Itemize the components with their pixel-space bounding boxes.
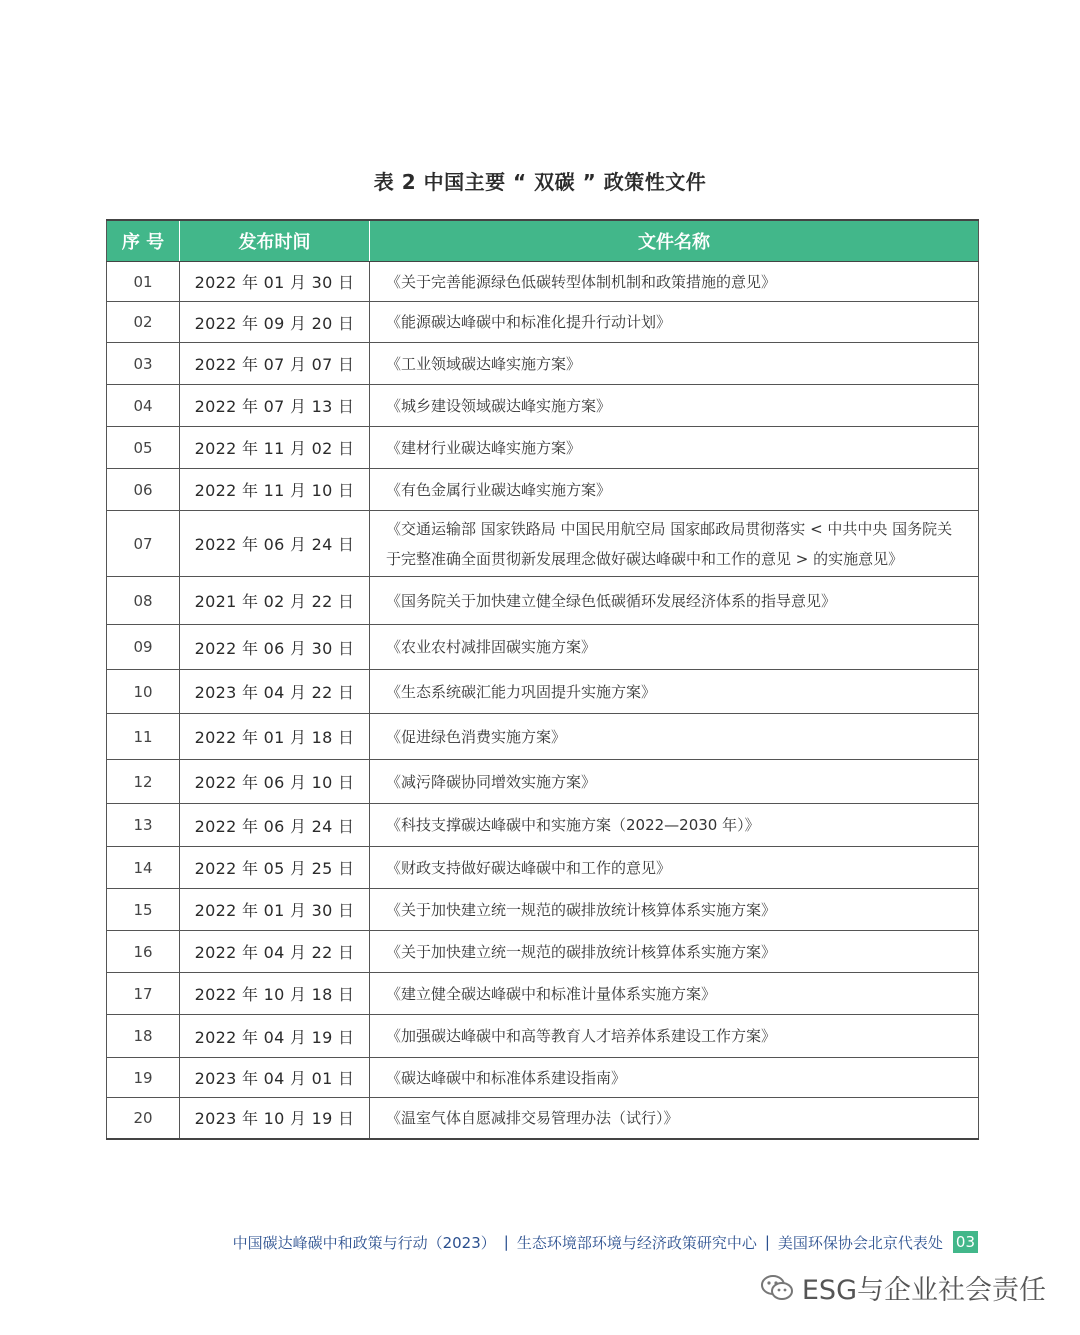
cell-no: 07 xyxy=(107,511,180,577)
table-row xyxy=(107,973,979,1015)
cell-title: 《城乡建设领域碳达峰实施方案》 xyxy=(370,385,979,427)
cell-no: 05 xyxy=(107,427,180,469)
cell-date: 2022 年 01 月 30 日 xyxy=(180,889,370,931)
cell-no: 12 xyxy=(107,760,180,804)
table-row xyxy=(107,931,979,973)
table-header-row xyxy=(107,220,979,262)
table-row xyxy=(107,714,979,760)
footer-publication: 中国碳达峰碳中和政策与行动（2023） xyxy=(232,1233,496,1252)
footer-org1: 生态环境部环境与经济政策研究中心 xyxy=(516,1233,757,1252)
page-footer xyxy=(233,1231,978,1253)
wechat-icon xyxy=(760,1273,794,1303)
table-row xyxy=(107,262,979,302)
cell-date: 2022 年 11 月 10 日 xyxy=(180,469,370,511)
cell-title: 《农业农村减排固碳实施方案》 xyxy=(370,625,979,670)
cell-title: 《减污降碳协同增效实施方案》 xyxy=(370,760,979,804)
table-row xyxy=(107,889,979,931)
cell-date: 2022 年 04 月 19 日 xyxy=(180,1015,370,1058)
cell-no: 03 xyxy=(107,343,180,385)
table-row xyxy=(107,1058,979,1098)
cell-title: 《促进绿色消费实施方案》 xyxy=(370,714,979,760)
footer-separator: | xyxy=(503,1233,509,1251)
table-row xyxy=(107,804,979,847)
cell-no: 15 xyxy=(107,889,180,931)
cell-date: 2023 年 04 月 01 日 xyxy=(180,1058,370,1098)
table-row xyxy=(107,385,979,427)
cell-date: 2022 年 10 月 18 日 xyxy=(180,973,370,1015)
cell-no: 18 xyxy=(107,1015,180,1058)
table-row xyxy=(107,625,979,670)
table-row xyxy=(107,847,979,889)
cell-date: 2022 年 06 月 24 日 xyxy=(180,511,370,577)
cell-date: 2022 年 01 月 30 日 xyxy=(180,262,370,302)
table-row xyxy=(107,1098,979,1139)
cell-title: 《温室气体自愿减排交易管理办法（试行）》 xyxy=(370,1098,979,1139)
cell-no: 20 xyxy=(107,1098,180,1139)
cell-title: 《工业领域碳达峰实施方案》 xyxy=(370,343,979,385)
header-date: 发布时间 xyxy=(180,220,370,262)
cell-title: 《财政支持做好碳达峰碳中和工作的意见》 xyxy=(370,847,979,889)
cell-no: 09 xyxy=(107,625,180,670)
cell-date: 2022 年 06 月 10 日 xyxy=(180,760,370,804)
watermark xyxy=(760,1268,1046,1307)
header-no: 序 号 xyxy=(107,220,180,262)
cell-no: 17 xyxy=(107,973,180,1015)
cell-date: 2022 年 04 月 22 日 xyxy=(180,931,370,973)
table-row xyxy=(107,427,979,469)
table-row xyxy=(107,1015,979,1058)
table-row xyxy=(107,511,979,577)
cell-no: 01 xyxy=(107,262,180,302)
cell-date: 2022 年 07 月 13 日 xyxy=(180,385,370,427)
cell-title: 《能源碳达峰碳中和标准化提升行动计划》 xyxy=(370,302,979,343)
watermark-text: ESG与企业社会责任 xyxy=(801,1275,1046,1306)
table-row xyxy=(107,577,979,625)
cell-date: 2022 年 09 月 20 日 xyxy=(180,302,370,343)
cell-no: 14 xyxy=(107,847,180,889)
cell-no: 10 xyxy=(107,670,180,714)
cell-title: 《建材行业碳达峰实施方案》 xyxy=(370,427,979,469)
cell-no: 08 xyxy=(107,577,180,625)
cell-date: 2022 年 11 月 02 日 xyxy=(180,427,370,469)
table-caption: 表 2 中国主要 “ 双碳 ” 政策性文件 xyxy=(373,170,707,194)
cell-no: 13 xyxy=(107,804,180,847)
footer-org2: 美国环保协会北京代表处 xyxy=(777,1233,943,1252)
cell-date: 2023 年 04 月 22 日 xyxy=(180,670,370,714)
cell-no: 02 xyxy=(107,302,180,343)
cell-title: 《加强碳达峰碳中和高等教育人才培养体系建设工作方案》 xyxy=(370,1015,979,1058)
table-row xyxy=(107,469,979,511)
table-row xyxy=(107,670,979,714)
cell-date: 2021 年 02 月 22 日 xyxy=(180,577,370,625)
cell-date: 2022 年 05 月 25 日 xyxy=(180,847,370,889)
table-row xyxy=(107,760,979,804)
cell-date: 2022 年 06 月 30 日 xyxy=(180,625,370,670)
cell-title: 《有色金属行业碳达峰实施方案》 xyxy=(370,469,979,511)
cell-title: 《生态系统碳汇能力巩固提升实施方案》 xyxy=(370,670,979,714)
footer-separator: | xyxy=(764,1233,770,1251)
cell-no: 04 xyxy=(107,385,180,427)
policy-table xyxy=(106,219,979,1140)
table-row xyxy=(107,343,979,385)
cell-title: 《建立健全碳达峰碳中和标准计量体系实施方案》 xyxy=(370,973,979,1015)
cell-title: 《国务院关于加快建立健全绿色低碳循环发展经济体系的指导意见》 xyxy=(370,577,979,625)
cell-title: 《关于完善能源绿色低碳转型体制机制和政策措施的意见》 xyxy=(370,262,979,302)
cell-date: 2022 年 07 月 07 日 xyxy=(180,343,370,385)
cell-date: 2022 年 01 月 18 日 xyxy=(180,714,370,760)
table-row xyxy=(107,302,979,343)
cell-title: 《交通运输部 国家铁路局 中国民用航空局 国家邮政局贯彻落实 < 中共中央 国务院关于完整准确全面贯彻新发展理念做好碳达峰碳中和工作的意见 > 的实施意见》 xyxy=(370,511,979,577)
cell-date: 2022 年 06 月 24 日 xyxy=(180,804,370,847)
cell-title: 《关于加快建立统一规范的碳排放统计核算体系实施方案》 xyxy=(370,889,979,931)
page-number: 03 xyxy=(953,1231,978,1253)
header-title: 文件名称 xyxy=(370,220,979,262)
cell-title: 《科技支撑碳达峰碳中和实施方案（2022—2030 年）》 xyxy=(370,804,979,847)
cell-no: 06 xyxy=(107,469,180,511)
cell-no: 11 xyxy=(107,714,180,760)
cell-no: 16 xyxy=(107,931,180,973)
cell-date: 2023 年 10 月 19 日 xyxy=(180,1098,370,1139)
cell-title: 《关于加快建立统一规范的碳排放统计核算体系实施方案》 xyxy=(370,931,979,973)
cell-title: 《碳达峰碳中和标准体系建设指南》 xyxy=(370,1058,979,1098)
cell-no: 19 xyxy=(107,1058,180,1098)
